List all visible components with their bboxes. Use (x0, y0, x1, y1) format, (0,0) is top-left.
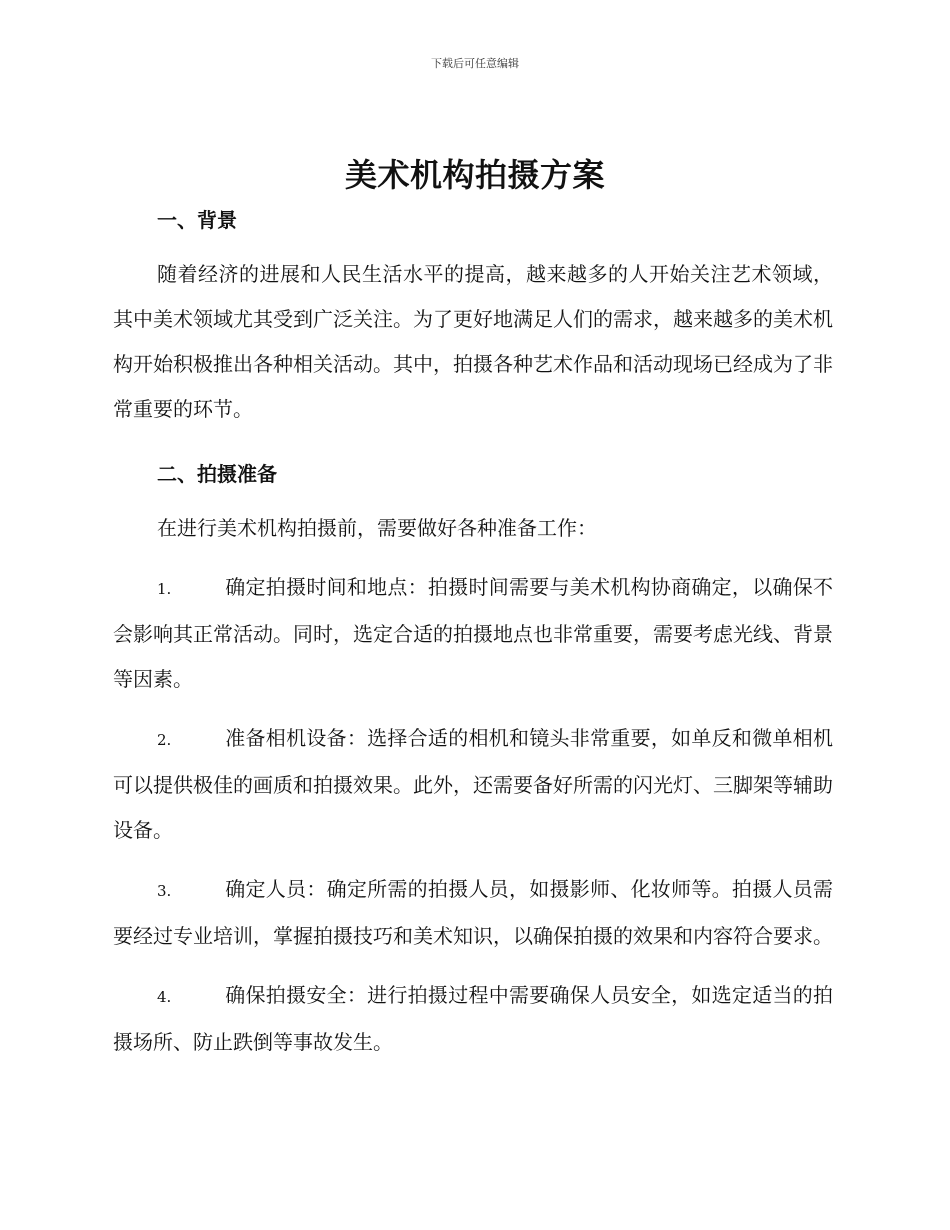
list-item-number: 3. (157, 882, 172, 900)
list-item (113, 565, 833, 702)
list-item (113, 716, 833, 853)
list-item-text: 确定人员：确定所需的拍摄人员，如摄影师、化妆师等。拍摄人员需要经过专业培训，掌握拍摄技巧和美术知识，以确保拍摄的效果和内容符合要求。 (113, 877, 833, 948)
section-heading-background: 一、背景 (157, 208, 237, 232)
list-item-text: 确保拍摄安全：进行拍摄过程中需要确保人员安全，如选定适当的拍摄场所、防止跌倒等事故发生。 (113, 983, 833, 1054)
list-item-number: 2. (157, 731, 172, 749)
document-body (113, 202, 833, 1065)
list-item (113, 973, 833, 1065)
list-item (113, 867, 833, 959)
list-item-number: 4. (157, 988, 172, 1006)
list-item-text: 确定拍摄时间和地点：拍摄时间需要与美术机构协商确定，以确保不会影响其正常活动。同时，选定合适的拍摄地点也非常重要，需要考虑光线、背景等因素。 (113, 575, 833, 691)
preparation-intro: 在进行美术机构拍摄前，需要做好各种准备工作： (157, 516, 597, 540)
document-title: 美术机构拍摄方案 (344, 156, 605, 194)
header-note: 下载后可任意编辑 (431, 57, 519, 70)
section-heading-preparation: 二、拍摄准备 (157, 462, 277, 486)
list-item-text: 准备相机设备：选择合适的相机和镜头非常重要，如单反和微单相机可以提供极佳的画质和拍摄效果。此外，还需要备好所需的闪光灯、三脚架等辅助设备。 (113, 726, 833, 842)
background-paragraph: 随着经济的进展和人民生活水平的提高，越来越多的人开始关注艺术领域，其中美术领域尤其受到广泛关注。为了更好地满足人们的需求，越来越多的美术机构开始积极推出各种相关活动。其中，拍摄各种艺术作品和活动现场已经成为了非常重要的环节。 (113, 262, 833, 421)
list-item-number: 1. (157, 580, 172, 598)
